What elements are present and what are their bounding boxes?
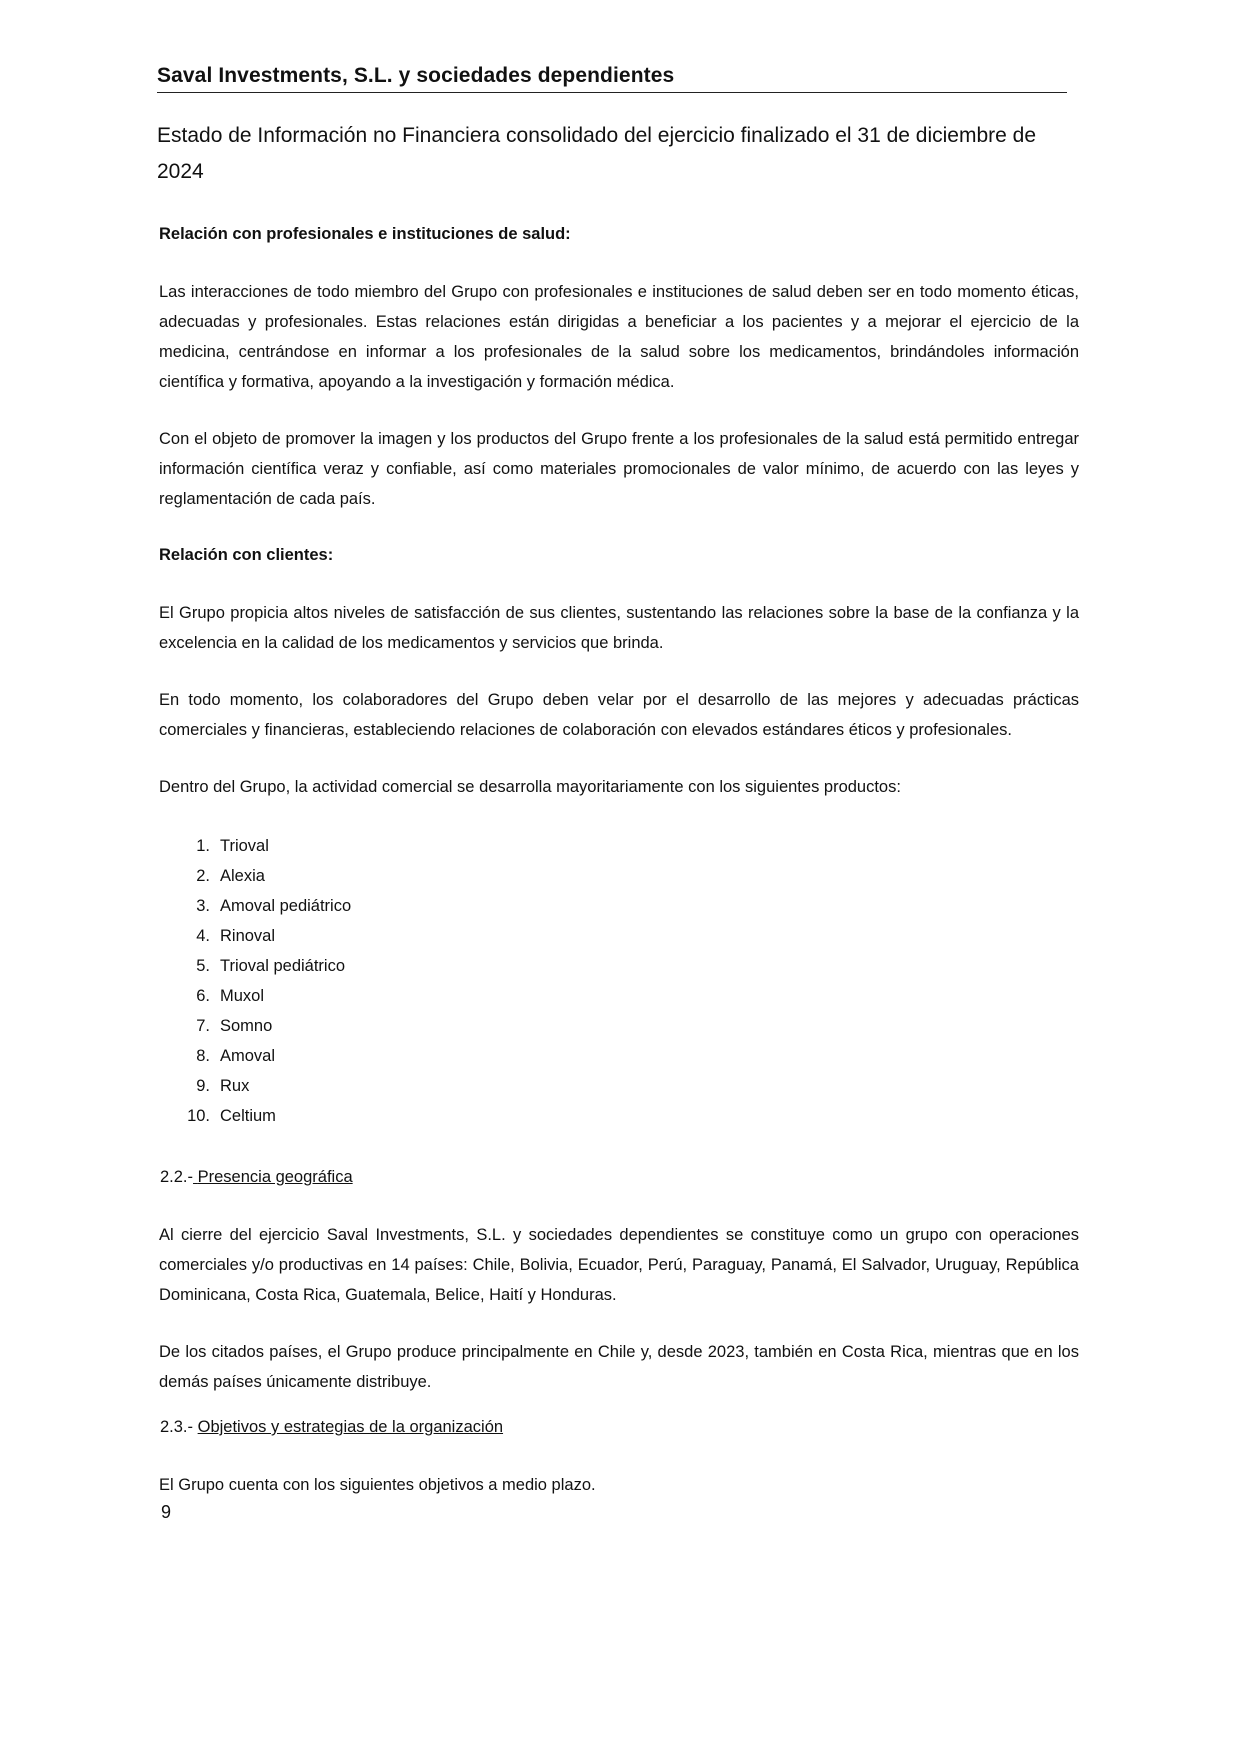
list-item bbox=[190, 1011, 351, 1041]
product-name: Rux bbox=[220, 1077, 250, 1095]
product-name: Trioval pediátrico bbox=[220, 957, 346, 975]
paragraph-geo-1: Al cierre del ejercicio Saval Investments, S.L. y sociedades dependientes se constituye como un grupo con operaciones comerciales y/o productivas en 14 países: Chile, Bolivia, Ecuador, Perú, Paraguay, Panamá, El Salvador, Uruguay, República Dominicana, Costa Rica, Guatemala, Belice, Haití y Honduras. bbox=[159, 1226, 1079, 1304]
company-header: Saval Investments, S.L. y sociedades dependientes bbox=[157, 64, 1067, 93]
list-number: 3. bbox=[196, 897, 210, 915]
section-number: 2.2.- bbox=[160, 1168, 194, 1186]
list-item bbox=[190, 861, 351, 891]
paragraph-clients-3: Dentro del Grupo, la actividad comercial se desarrolla mayoritariamente con los siguientes productos: bbox=[159, 778, 901, 796]
product-name: Somno bbox=[220, 1017, 273, 1035]
list-number: 8. bbox=[196, 1047, 210, 1065]
page-number: 9 bbox=[161, 1502, 172, 1522]
heading-health-relations: Relación con profesionales e instituciones de salud: bbox=[159, 225, 571, 243]
product-name: Muxol bbox=[220, 987, 265, 1005]
paragraph-health-1: Las interacciones de todo miembro del Grupo con profesionales e instituciones de salud deben ser en todo momento éticas, adecuadas y profesionales. Estas relaciones están dirigidas a beneficiar a los pacientes y a mejorar el ejercicio de la medicina, centrándose en informar a los profesionales de la salud sobre los medicamentos, brindándoles información científica y formativa, apoyando a la investigación y formación médica. bbox=[159, 283, 1079, 391]
list-item bbox=[190, 891, 351, 921]
list-item bbox=[190, 981, 351, 1011]
list-item bbox=[187, 1101, 351, 1131]
list-item bbox=[190, 921, 351, 951]
section-number: 2.3.- bbox=[160, 1418, 194, 1436]
product-name: Rinoval bbox=[220, 927, 276, 945]
product-name: Trioval bbox=[220, 837, 269, 855]
list-item bbox=[190, 1041, 351, 1071]
list-item bbox=[190, 831, 351, 861]
list-number: 2. bbox=[196, 867, 210, 885]
list-number: 4. bbox=[196, 927, 210, 945]
heading-client-relations: Relación con clientes: bbox=[159, 546, 334, 564]
list-number: 9. bbox=[196, 1077, 210, 1095]
section-title bbox=[193, 1168, 353, 1186]
product-name: Alexia bbox=[220, 867, 265, 885]
paragraph-geo-2: De los citados países, el Grupo produce principalmente en Chile y, desde 2023, también en Costa Rica, mientras que en los demás países únicamente distribuye. bbox=[159, 1343, 1079, 1391]
list-number: 6. bbox=[196, 987, 210, 1005]
list-number: 5. bbox=[196, 957, 210, 975]
section-title-text: Presencia geográfica bbox=[197, 1168, 353, 1186]
paragraph-clients-1: El Grupo propicia altos niveles de satisfacción de sus clientes, sustentando las relaciones sobre la base de la confianza y la excelencia en la calidad de los medicamentos y servicios que brinda. bbox=[159, 604, 1079, 652]
product-list bbox=[187, 831, 352, 1131]
product-name: Celtium bbox=[220, 1107, 276, 1125]
list-item bbox=[190, 1071, 351, 1101]
list-number: 1. bbox=[196, 837, 210, 855]
section-heading-2-3 bbox=[160, 1412, 503, 1442]
product-name: Amoval pediátrico bbox=[220, 897, 352, 915]
document-subtitle: Estado de Información no Financiera consolidado del ejercicio finalizado el 31 de diciembre de 2024 bbox=[157, 124, 1037, 183]
product-name: Amoval bbox=[220, 1047, 276, 1065]
paragraph-health-2: Con el objeto de promover la imagen y los productos del Grupo frente a los profesionales de la salud está permitido entregar información científica veraz y confiable, así como materiales promocionales de valor mínimo, de acuerdo con las leyes y reglamentación de cada país. bbox=[159, 430, 1079, 508]
paragraph-objectives: El Grupo cuenta con los siguientes objetivos a medio plazo. bbox=[159, 1476, 596, 1494]
list-number: 7. bbox=[196, 1017, 210, 1035]
section-heading-2-2 bbox=[160, 1162, 353, 1192]
list-number: 10. bbox=[187, 1107, 210, 1125]
paragraph-clients-2: En todo momento, los colaboradores del Grupo deben velar por el desarrollo de las mejores y adecuadas prácticas comerciales y financieras, estableciendo relaciones de colaboración con elevados estándares éticos y profesionales. bbox=[159, 691, 1079, 739]
section-title: Objetivos y estrategias de la organización bbox=[197, 1418, 504, 1436]
list-item bbox=[190, 951, 351, 981]
